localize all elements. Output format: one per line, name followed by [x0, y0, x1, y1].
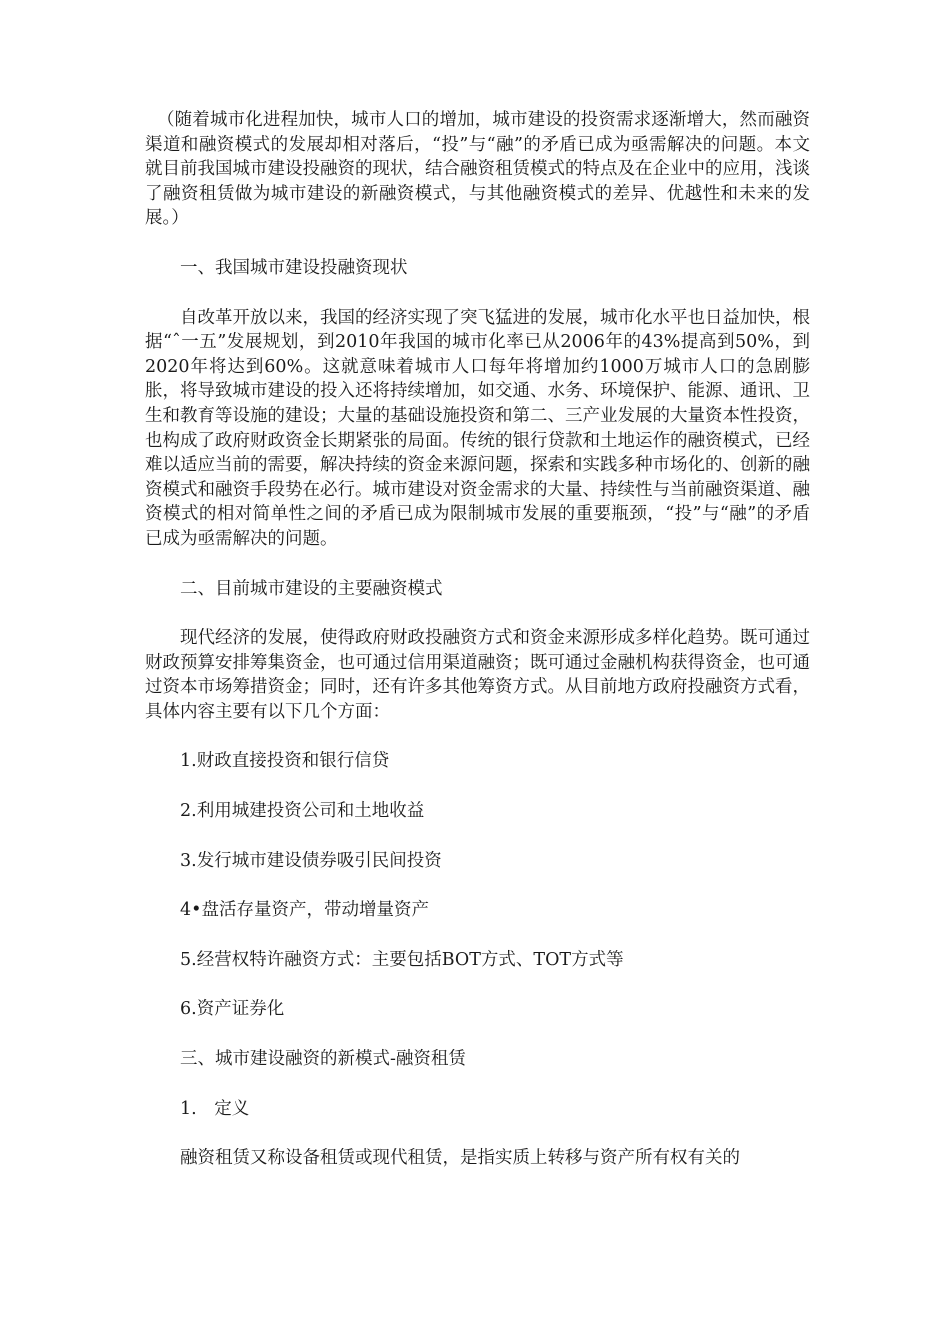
section-1-heading: 一、我国城市建设投融资现状 [180, 257, 408, 278]
list-item-5: 5.经营权特许融资方式：主要包括BOT方式、TOT方式等 [180, 949, 624, 970]
definition-paragraph: 融资租赁又称设备租赁或现代租赁，是指实质上转移与资产所有权有关的 [180, 1148, 740, 1169]
list-item-6: 6.资产证券化 [180, 999, 285, 1020]
abstract-paragraph: （随着城市化进程加快，城市人口的增加，城市建设的投资需求逐渐增大，然而融资渠道和融资模式的发展却相对落后，“投”与“融”的矛盾已成为亟需解决的问题。本文就目前我国城市建设投融资的现状，结合融资租赁模式的特点及在企业中的应用，浅谈了融资租赁做为城市建设的新融资模式，与其他融资模式的差异、优越性和未来的发展。） [145, 110, 810, 229]
section-2-paragraph: 现代经济的发展，使得政府财政投融资方式和资金来源形成多样化趋势。既可通过财政预算安排筹集资金，也可通过信用渠道融资；既可通过金融机构获得资金，也可通过资本市场筹措资金；同时，还有许多其他筹资方式。从目前地方政府投融资方式看，具体内容主要有以下几个方面： [145, 628, 810, 722]
section-3-heading: 三、城市建设融资的新模式-融资租赁 [180, 1049, 466, 1070]
list-item-1: 1.财政直接投资和银行信贷 [180, 751, 390, 772]
document-page [145, 108, 810, 1171]
definition-subheading: 1. 定义 [180, 1098, 250, 1119]
section-2-heading: 二、目前城市建设的主要融资模式 [180, 578, 443, 599]
list-item-2: 2.利用城建投资公司和土地收益 [180, 801, 425, 822]
list-item-4: 4•盘活存量资产，带动增量资产 [180, 900, 429, 921]
section-1-paragraph: 自改革开放以来，我国的经济实现了突飞猛进的发展，城市化水平也日益加快，根据“ˆ一五”发展规划，到2010年我国的城市化率已从2006年的43%提高到50%，到2020年将达到60%。这就意味着城市人口每年将增加约1000万城市人口的急剧膨胀，将导致城市建设的投入还将持续增加，如交通、水务、环境保护、能源、通讯、卫生和教育等设施的建设；大量的基础设施投资和第二、三产业发展的大量资本性投资，也构成了政府财政资金长期紧张的局面。传统的银行贷款和土地运作的融资模式，已经难以适应当前的需要，解决持续的资金来源问题，探索和实践多种市场化的、创新的融资模式和融资手段势在必行。城市建设对资金需求的大量、持续性与当前融资渠道、融资模式的相对简单性之间的矛盾已成为限制城市发展的重要瓶颈，“投”与“融”的矛盾已成为亟需解决的问题。 [145, 307, 810, 549]
list-item-3: 3.发行城市建设债券吸引民间投资 [180, 850, 442, 871]
